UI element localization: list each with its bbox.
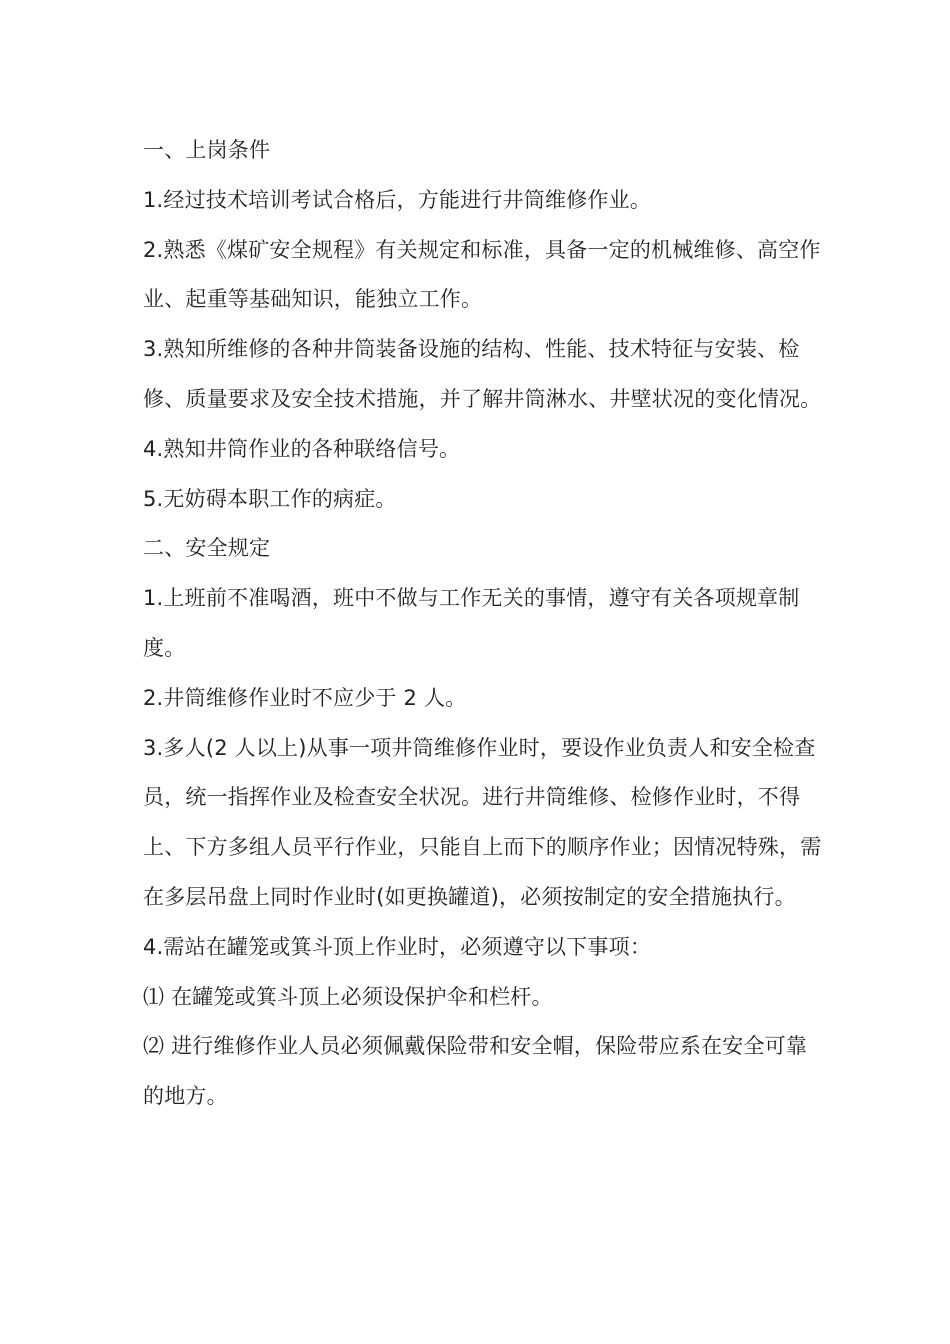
paragraph-rule-4: 4.需站在罐笼或箕斗顶上作业时，必须遵守以下事项：	[143, 934, 652, 959]
paragraph-requirement-5: 5.无妨碍本职工作的病症。	[143, 486, 397, 511]
section-heading-safety-rules: 二、安全规定	[143, 536, 271, 561]
paragraph-rule-3: 3.多人(2 人以上)从事一项井筒维修作业时，要设作业负责人和安全检查员，统一指挥作业及检查安全状况。进行井筒维修、检修作业时，不得上、下方多组人员平行作业，只能自上而下的顺序作业；因情况特殊，需在多层吊盘上同时作业时(如更换罐道)，必须按制定的安全措施执行。	[143, 735, 822, 909]
paragraph-rule-4-item-2: ⑵ 进行维修作业人员必须佩戴保险带和安全帽，保险带应系在安全可靠的地方。	[143, 1034, 808, 1109]
paragraph-requirement-3: 3.熟知所维修的各种井筒装备设施的结构、性能、技术特征与安装、检修、质量要求及安全技术措施，并了解井筒淋水、井壁状况的变化情况。	[143, 337, 822, 411]
paragraph-rule-1: 1.上班前不准喝酒，班中不做与工作无关的事情，遵守有关各项规章制度。	[143, 586, 800, 660]
paragraph-rule-4-item-1: ⑴ 在罐笼或箕斗顶上必须设保护伞和栏杆。	[143, 984, 553, 1009]
paragraph-requirement-4: 4.熟知井筒作业的各种联络信号。	[143, 436, 461, 461]
paragraph-requirement-1: 1.经过技术培训考试合格后，方能进行井筒维修作业。	[143, 187, 652, 212]
document-body	[143, 126, 823, 1122]
paragraph-requirement-2: 2.熟悉《煤矿安全规程》有关规定和标准，具备一定的机械维修、高空作业、起重等基础知识，能独立工作。	[143, 237, 821, 312]
paragraph-rule-2: 2.井筒维修作业时不应少于 2 人。	[143, 685, 467, 710]
section-heading-job-requirements: 一、上岗条件	[143, 138, 271, 162]
